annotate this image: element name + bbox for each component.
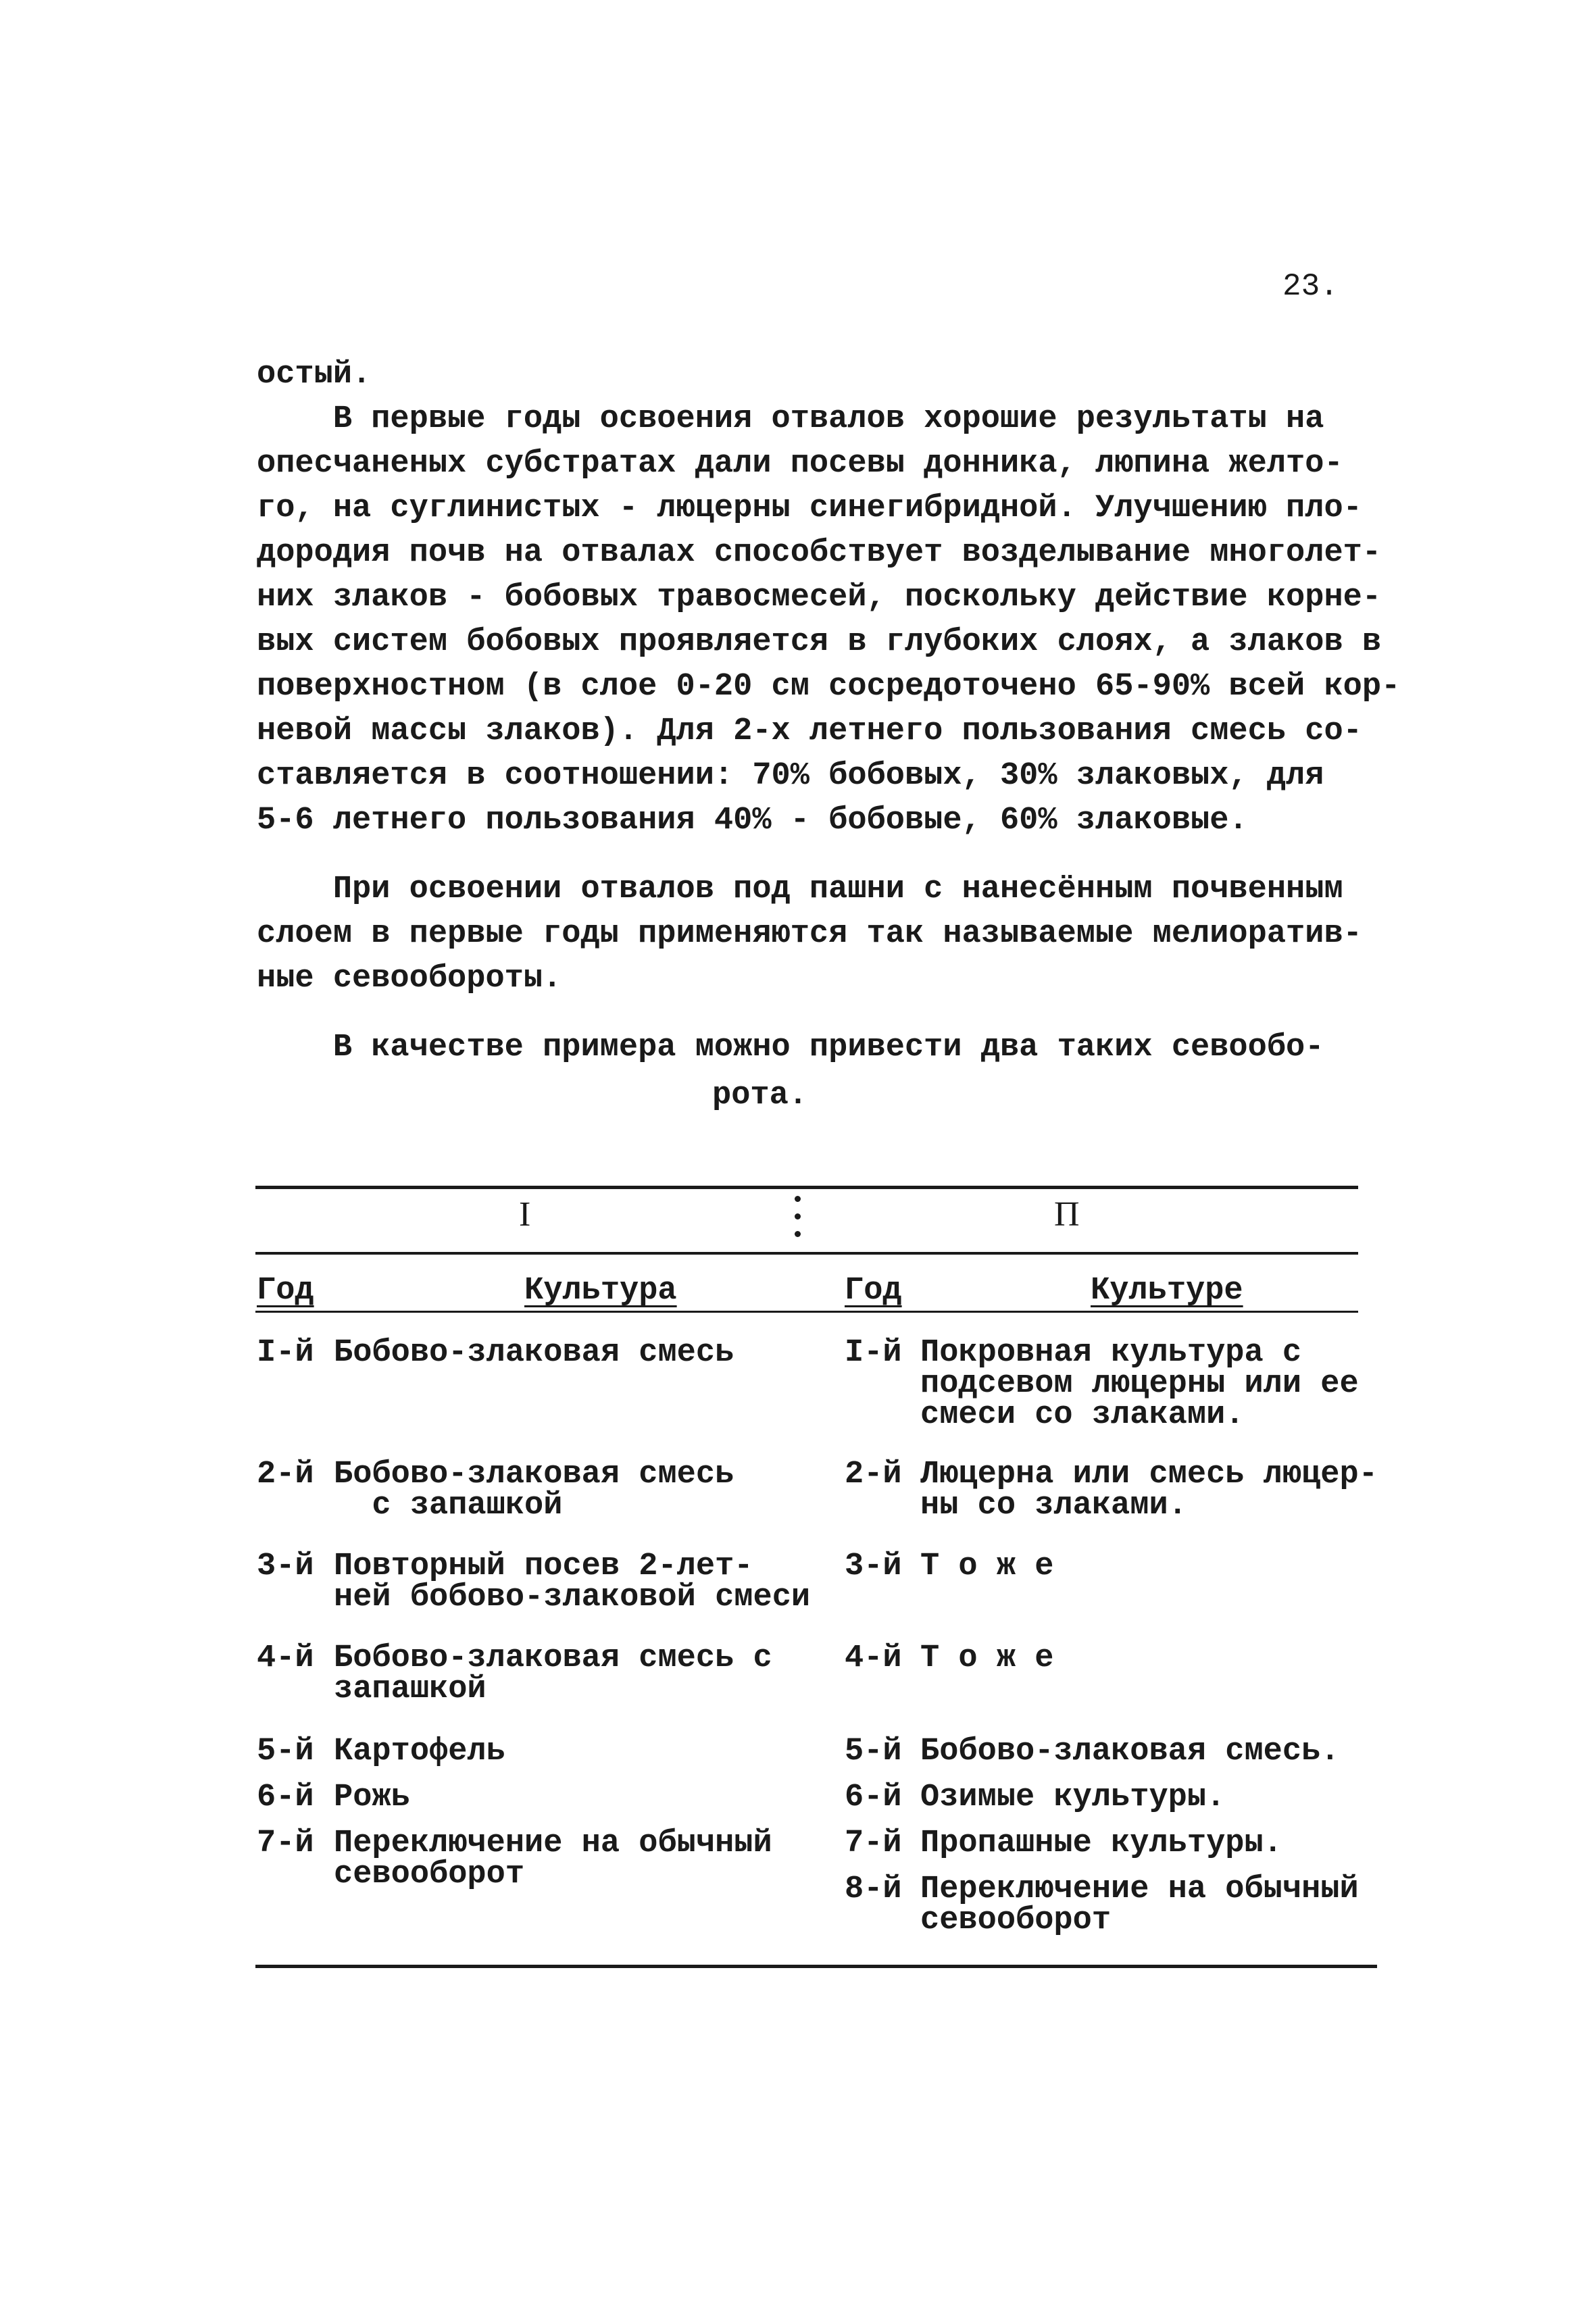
left-culture-line: ней бобово-злаковой смеси xyxy=(334,1580,811,1615)
left-year: 7-й xyxy=(257,1826,314,1861)
left-year: 2-й xyxy=(257,1457,314,1492)
text-line: остый. xyxy=(257,357,372,393)
header-year-1: Год xyxy=(257,1273,314,1309)
right-culture-line: Т о ж е xyxy=(920,1640,1054,1676)
text-line: невой массы злаков). Для 2-х летнего пользования смесь со- xyxy=(257,713,1362,749)
text-line: вых систем бобовых проявляется в глубоких слоях, а злаков в xyxy=(257,624,1382,660)
table-bottom-rule xyxy=(255,1965,1377,1968)
left-culture-line: Картофель xyxy=(334,1734,505,1769)
left-year: I-й xyxy=(257,1335,314,1371)
text-line: ставляется в соотношении: 70% бобовых, 30% злаковых, для xyxy=(257,758,1324,794)
left-year: 6-й xyxy=(257,1780,314,1815)
right-culture-line: Люцерна или смесь люцер- xyxy=(920,1457,1378,1492)
table-header-rule xyxy=(255,1311,1358,1313)
right-culture-line: севооборот xyxy=(920,1903,1112,1938)
page-number: 23. xyxy=(1282,269,1339,304)
right-year: 6-й xyxy=(845,1780,902,1815)
left-culture-line: Повторный посев 2-лет- xyxy=(334,1549,753,1584)
text-line: них злаков - бобовых травосмесей, поскольку действие корне- xyxy=(257,580,1382,615)
group-header-1: I xyxy=(519,1195,531,1234)
right-year: 3-й xyxy=(845,1549,902,1584)
right-year: 2-й xyxy=(845,1457,902,1492)
text-line: слоем в первые годы применяются так называемые мелиоратив- xyxy=(257,916,1362,952)
left-culture-line: Переключение на обычный xyxy=(334,1826,772,1861)
text-line: поверхностном (в слое 0-20 см сосредоточено 65-90% всей кор- xyxy=(257,669,1401,705)
right-year: I-й xyxy=(845,1335,902,1371)
right-culture-line: Озимые культуры. xyxy=(920,1780,1226,1815)
left-year: 3-й xyxy=(257,1549,314,1584)
right-year: 8-й xyxy=(845,1871,902,1907)
text-line: го, на суглинистых - люцерны синегибридной. Улучшению пло- xyxy=(257,491,1362,526)
left-year: 4-й xyxy=(257,1640,314,1676)
right-culture-line: Бобово-злаковая смесь. xyxy=(920,1734,1340,1769)
separator-dot xyxy=(795,1196,801,1202)
group-header-2: П xyxy=(1054,1195,1080,1234)
text-line: дородия почв на отвалах способствует возделывание многолет- xyxy=(257,535,1382,571)
separator-dot xyxy=(795,1231,801,1237)
right-year: 4-й xyxy=(845,1640,902,1676)
text-line: В качестве примера можно привести два таких севообо- xyxy=(257,1030,1324,1065)
left-year: 5-й xyxy=(257,1734,314,1769)
header-year-2: Год xyxy=(845,1273,902,1309)
header-culture-2: Культуре xyxy=(1091,1273,1243,1309)
right-year: 5-й xyxy=(845,1734,902,1769)
right-year: 7-й xyxy=(845,1826,902,1861)
table-group-rule xyxy=(255,1252,1358,1255)
left-culture-line: Рожь xyxy=(334,1780,410,1815)
text-line: При освоении отвалов под пашни с нанесённым почвенным xyxy=(257,872,1343,907)
left-culture-line: Бобово-злаковая смесь xyxy=(334,1457,734,1492)
text-line: 5-6 летнего пользования 40% - бобовые, 60% злаковые. xyxy=(257,803,1248,838)
right-culture-line: Т о ж е xyxy=(920,1549,1054,1584)
right-culture-line: смеси со злаками. xyxy=(920,1397,1245,1433)
right-culture-line: ны со злаками. xyxy=(920,1488,1187,1524)
left-culture-line: с запашкой xyxy=(334,1488,563,1524)
left-culture-line: севооборот xyxy=(334,1857,525,1892)
text-line: В первые годы освоения отвалов хорошие результаты на xyxy=(257,401,1324,437)
text-line: рота. xyxy=(712,1078,808,1113)
text-line: ные севообороты. xyxy=(257,961,562,997)
right-culture-line: Пропашные культуры. xyxy=(920,1826,1282,1861)
text-line: опесчаненых субстратах дали посевы донника, люпина желто- xyxy=(257,446,1343,482)
table-top-rule xyxy=(255,1186,1358,1189)
right-culture-line: Покровная культура с xyxy=(920,1335,1302,1371)
separator-dot xyxy=(795,1213,801,1219)
header-culture-1: Культура xyxy=(524,1273,677,1309)
left-culture-line: Бобово-злаковая смесь с xyxy=(334,1640,772,1676)
left-culture-line: запашкой xyxy=(334,1671,487,1707)
right-culture-line: подсевом люцерны или ее xyxy=(920,1366,1359,1402)
right-culture-line: Переключение на обычный xyxy=(920,1871,1359,1907)
left-culture-line: Бобово-злаковая смесь xyxy=(334,1335,734,1371)
